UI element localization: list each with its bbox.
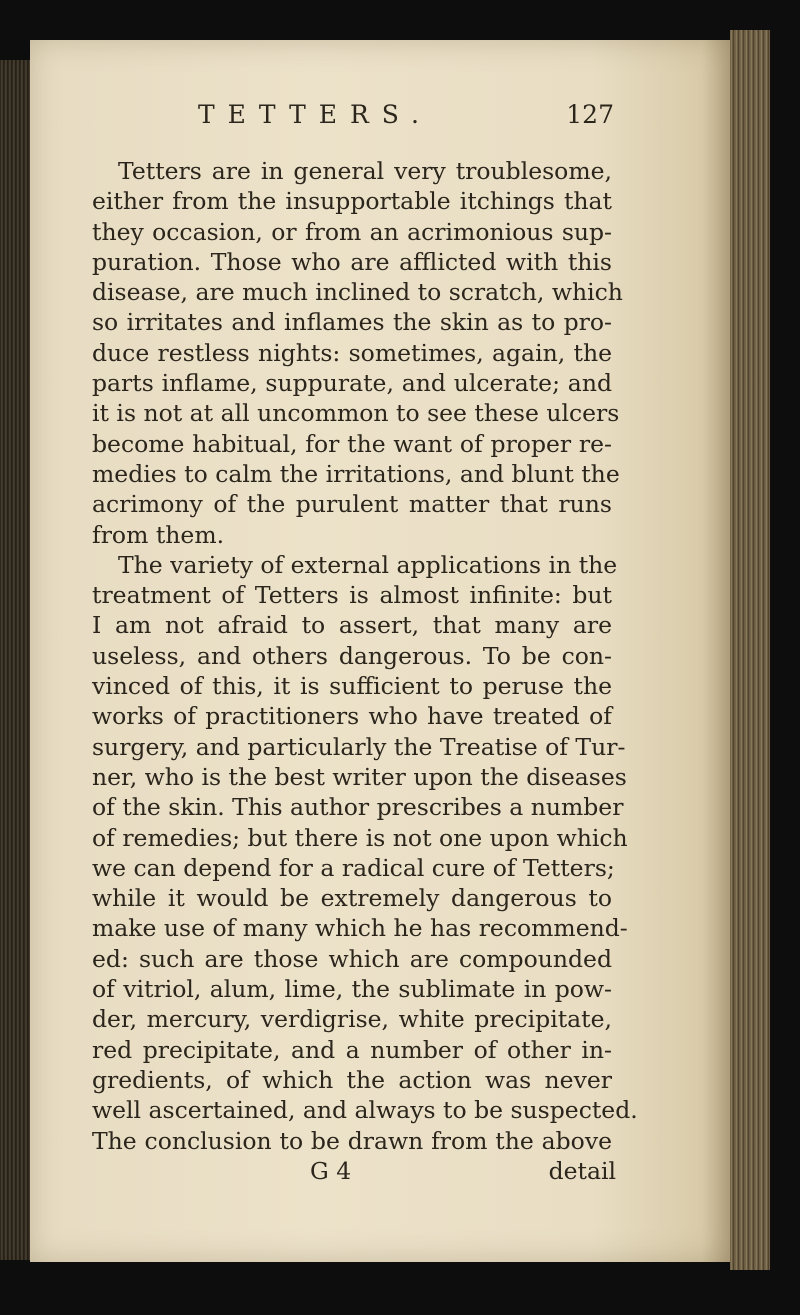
- text-line: Tetters are in general very troublesome,: [118, 157, 612, 185]
- text-line: I am not afraid to assert, that many are: [92, 611, 612, 640]
- text-line: well ascertained, and always to be suspected.: [92, 1096, 638, 1125]
- text-line: we can depend for a radical cure of Tetters;: [92, 853, 615, 882]
- text-line: they occasion, or from an acrimonious sup-: [92, 217, 612, 246]
- text-line: ner, who is the best writer upon the diseases: [92, 762, 627, 791]
- text-line: useless, and others dangerous. To be con-: [92, 641, 612, 670]
- text-line: der, mercury, verdigrise, white precipitate,: [92, 1005, 612, 1034]
- signature-mark: G 4: [310, 1156, 352, 1185]
- text-line: The conclusion to be drawn from the above: [92, 1126, 612, 1155]
- text-line: duce restless nights: sometimes, again, the: [92, 338, 612, 367]
- text-line: while it would be extremely dangerous to: [92, 884, 612, 913]
- text-line: become habitual, for the want of proper re-: [92, 429, 612, 458]
- text-line: red precipitate, and a number of other in-: [92, 1035, 612, 1064]
- text-line: from them.: [92, 520, 225, 549]
- body-text: [92, 156, 638, 1156]
- text-line: surgery, and particularly the Treatise of Tur-: [92, 732, 626, 761]
- text-line: works of practitioners who have treated of: [92, 702, 612, 731]
- page-edges: [730, 30, 770, 1270]
- running-head: TETTERS.: [198, 100, 432, 129]
- text-line: ed: such are those which are compounded: [92, 944, 612, 973]
- text-line: it is not at all uncommon to see these ulcers: [92, 399, 620, 428]
- text-line: parts inflame, suppurate, and ulcerate; and: [92, 369, 612, 398]
- text-line: treatment of Tetters is almost infinite: but: [92, 581, 612, 610]
- page-header: [92, 100, 612, 148]
- text-line: gredients, of which the action was never: [92, 1065, 612, 1094]
- left-page-edge: [0, 60, 30, 1260]
- page-number: 127: [566, 100, 614, 129]
- text-line: of vitriol, alum, lime, the sublimate in pow-: [92, 975, 612, 1004]
- text-line: either from the insupportable itchings that: [92, 187, 612, 216]
- page-text: [92, 100, 638, 1186]
- text-line: of remedies; but there is not one upon which: [92, 823, 628, 852]
- text-line: The variety of external applications in the: [118, 550, 618, 579]
- text-line: disease, are much inclined to scratch, which: [92, 278, 623, 307]
- text-line: of the skin. This author prescribes a number: [92, 793, 624, 822]
- text-line: puration. Those who are afflicted with this: [92, 247, 612, 276]
- text-line: medies to calm the irritations, and blunt the: [92, 459, 620, 488]
- page-footer: [92, 1156, 616, 1186]
- text-line: vinced of this, it is sufficient to peruse the: [92, 672, 612, 701]
- text-line: acrimony of the purulent matter that runs: [92, 490, 612, 519]
- text-line: make use of many which he has recommend-: [92, 914, 628, 943]
- text-line: so irritates and inflames the skin as to pro-: [92, 308, 612, 337]
- catchword: detail: [548, 1156, 616, 1185]
